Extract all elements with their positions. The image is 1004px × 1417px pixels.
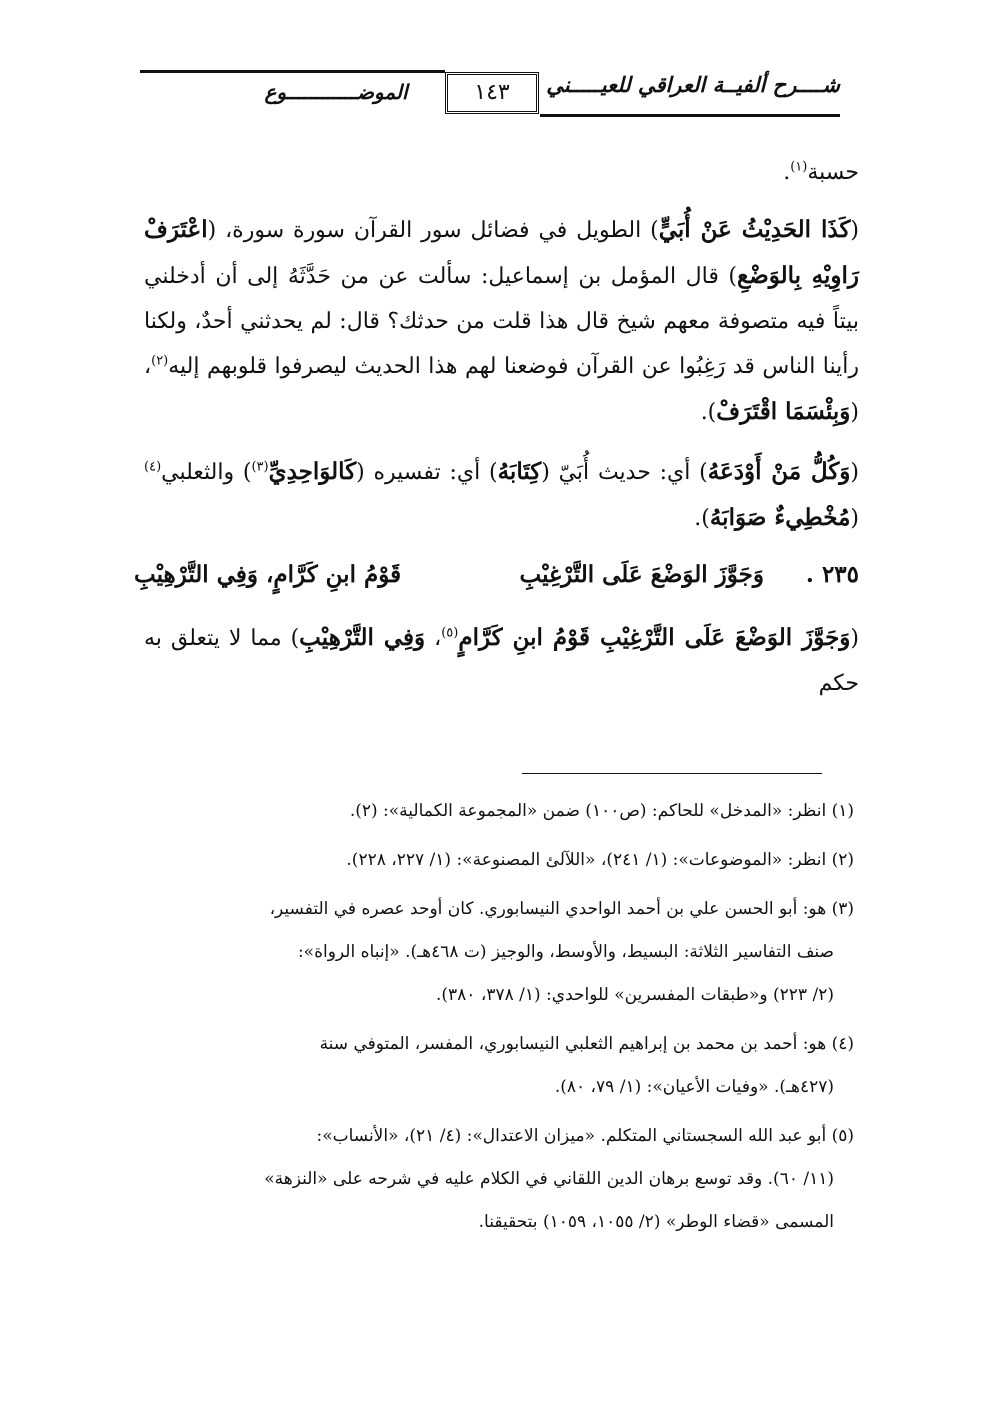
running-header <box>140 66 840 122</box>
footnote-line: صنف التفاسير الثلاثة: البسيط، والأوسط، والوجيز (ت ٤٦٨هـ). «إنباه الرواة»: <box>297 942 834 962</box>
page-number: ١٤٣ <box>445 72 539 114</box>
matn-text: كَذَا الحَدِيْثُ عَنْ أُبَيٍّ <box>658 216 851 243</box>
paragraph-4 <box>144 615 859 706</box>
paragraph-3 <box>144 449 859 541</box>
footnote-ref-2: (٢) <box>151 353 169 369</box>
footnote-line: (١١/ ٦٠). وقد توسع برهان الدين اللقاني في الكلام عليه في شرحه على «النزهة» <box>264 1169 834 1189</box>
footnote-ref-4: (٤) <box>144 459 162 475</box>
header-rule-bottom <box>540 114 840 117</box>
commentary-text: ) أي: حديث أُبَيّ ( <box>541 460 708 485</box>
footnote-separator <box>522 773 822 774</box>
commentary-text: ) الطويل في فضائل سور القرآن سورة سورة، ( <box>207 218 659 243</box>
footnote-line: (٣) هو: أبو الحسن علي بن أحمد الواحدي النيسابوري. كان أوحد عصره في التفسير، <box>269 899 854 919</box>
commentary-text: ) قال المؤمل بن إسماعيل: سألت عن من حَدَّثَهُ إلى أن أدخلني بيتاً فيه متصوفة معهم شيخ قال هذا قلت من حدثك؟ قال: لم يحدثني أحدٌ، ولكنا رأينا الناس قد رَغِبُوا عن القرآن فوضعنا لهم هذا الحديث ليصرفوا قلوبهم إليه <box>144 264 859 379</box>
footnote-1 <box>144 790 854 833</box>
commentary-text: ، <box>425 626 442 651</box>
footnote-line: (٢/ ٢٢٣) و«طبقات المفسرين» للواحدي: (١/ ٣٧٨، ٣٨٠). <box>435 985 834 1005</box>
verse-number: ٢٣٥ . <box>805 561 859 588</box>
footnotes <box>144 790 854 1250</box>
matn-text: كَالوَاحِدِيِّ <box>268 458 357 485</box>
bracket: ( <box>850 218 859 243</box>
bracket: ( <box>850 460 860 485</box>
main-text <box>134 150 860 720</box>
footnote-line: (١) انظر: «المدخل» للحاكم: (ص١٠٠) ضمن «المجموعة الكمالية»: (٢). <box>349 801 854 821</box>
chapter-title: الموضــــــــــــوع <box>264 80 408 104</box>
matn-text: مُخْطِيءٌ صَوَابَهُ <box>709 504 851 531</box>
footnote-ref-1: (١) <box>790 159 808 175</box>
paragraph-2 <box>144 207 859 435</box>
commentary-text: ) أي: تفسيره ( <box>356 460 498 485</box>
commentary-text: ( <box>850 506 859 531</box>
footnote-ref-5: (٥) <box>441 625 459 641</box>
footnote-line: (٥) أبو عبد الله السجستاني المتكلم. «ميزان الاعتدال»: (٤/ ٢١)، «الأنساب»: <box>316 1126 854 1146</box>
footnote-3 <box>144 888 854 1017</box>
footnote-2 <box>144 839 854 882</box>
footnote-line: (٢) انظر: «الموضوعات»: (١/ ٢٤١)، «اللآلئ المصنوعة»: (١/ ٢٢٧، ٢٢٨). <box>346 850 854 870</box>
commentary-text: ، ( <box>144 354 859 425</box>
commentary-text: ). <box>694 506 710 531</box>
commentary-text: ). <box>700 400 717 425</box>
verse-hemistich-2: قَوْمُ ابنِ كَرَّامٍ، وَفِي التَّرْهِيْبِ <box>134 561 402 588</box>
header-rule-top <box>140 70 445 73</box>
matn-text: وَكُلُّ مَنْ أَوْدَعَهُ <box>707 458 851 485</box>
bracket: ( <box>850 626 860 651</box>
commentary-text: ) والثعلبي <box>161 460 252 485</box>
matn-text: كِتَابَهُ <box>497 458 542 485</box>
matn-text: وَفِي التَّرْهِيْبِ <box>299 624 426 651</box>
footnote-line: (٤) هو: أحمد بن محمد بن إبراهيم الثعلبي النيسابوري، المفسر، المتوفي سنة <box>319 1034 854 1054</box>
footnote-line: (٤٢٧هـ). «وفيات الأعيان»: (١/ ٧٩، ٨٠). <box>554 1077 834 1097</box>
verse-hemistich-1: وَجَوَّزَ الوَضْعَ عَلَى التَّرْغِيْبِ <box>519 561 764 588</box>
text: . <box>783 160 791 185</box>
footnote-line: المسمى «قضاء الوطر» (٢/ ١٠٥٥، ١٠٥٩) بتحقيقنا. <box>478 1212 834 1232</box>
matn-text: وَجَوَّزَ الوَضْعَ عَلَى التَّرْغِيْبِ قَوْمُ ابنِ كَرَّامٍ <box>458 624 851 651</box>
footnote-ref-3: (٣) <box>251 459 269 475</box>
matn-text: اعْتَرَفْ رَاوِيْهِ بِالوَضْعِ <box>144 216 859 289</box>
footnote-5 <box>144 1115 854 1244</box>
book-title: شــــرح ألفيــة العراقي للعيـــــني <box>546 72 840 97</box>
paragraph-1 <box>144 150 859 195</box>
text: حسبة <box>807 160 859 185</box>
matn-text: وَبِئْسَمَا اقْتَرَفْ <box>716 398 851 425</box>
footnote-4 <box>144 1023 854 1109</box>
verse-line <box>134 555 859 607</box>
commentary-text: ) مما لا يتعلق به حكم <box>144 626 859 696</box>
